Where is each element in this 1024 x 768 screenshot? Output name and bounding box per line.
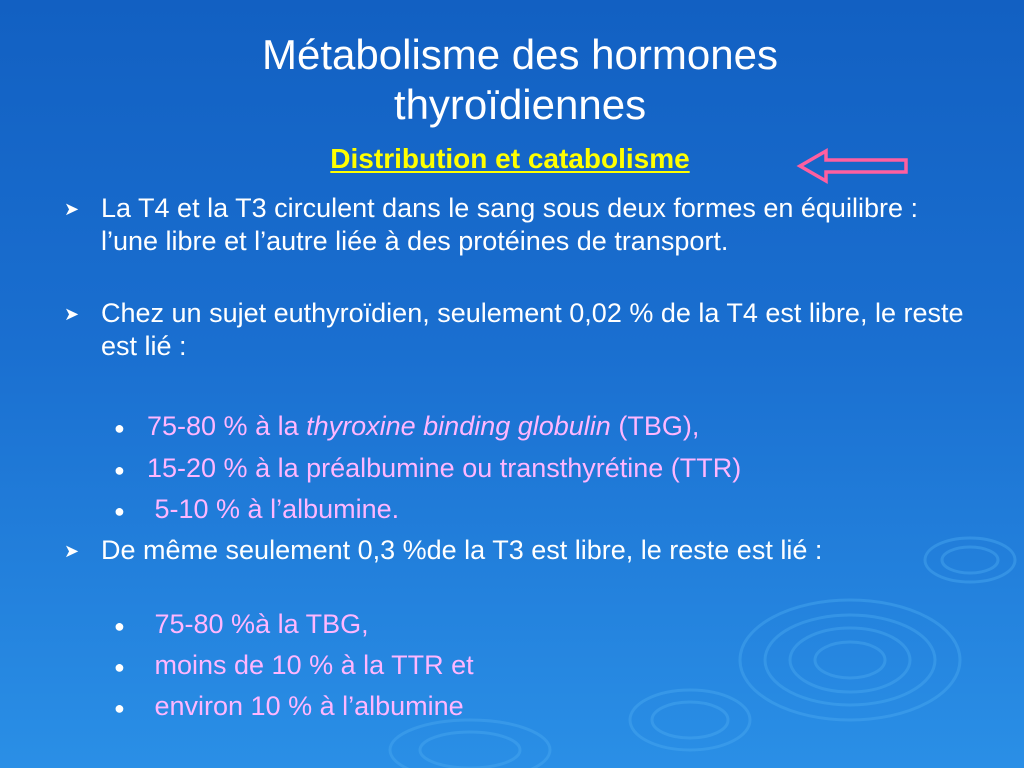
bullet-dot-icon: ● [114, 616, 125, 636]
sub-item-text: 75-80 % à la [147, 411, 307, 441]
sub-item: moins de 10 % à la TTR et [147, 650, 474, 680]
slide-title: Métabolisme des hormones thyroïdiennes [262, 31, 778, 128]
chevron-right-icon: ➤ [64, 304, 80, 324]
slide-subtitle: Distribution et catabolisme [330, 143, 690, 174]
chevron-right-icon: ➤ [64, 541, 80, 561]
bullet-dot-icon: ● [114, 460, 125, 480]
bullet-dot-icon: ● [114, 501, 125, 521]
sub-item: 5-10 % à l’albumine. [147, 494, 400, 524]
bullet-item: La T4 et la T3 circulent dans le sang sous deux formes en équilibre : l’une libre et l’autre liée à des protéines de transport. [101, 193, 918, 256]
sub-item-italic: thyroxine binding globulin [306, 411, 611, 441]
sub-item: 15-20 % à la préalbumine ou transthyrétine (TTR) [147, 453, 742, 483]
sub-item: 75-80 %à la TBG, [147, 609, 369, 639]
bullet-item: Chez un sujet euthyroïdien, seulement 0,02 % de la T4 est libre, le reste est lié : [101, 298, 964, 361]
sub-item: environ 10 % à l’albumine [147, 691, 464, 721]
bullet-dot-icon: ● [114, 698, 125, 718]
bullet-dot-icon: ● [114, 657, 125, 677]
chevron-right-icon: ➤ [64, 199, 80, 219]
bullet-item: De même seulement 0,3 %de la T3 est libre, le reste est lié : [101, 535, 823, 565]
bullet-dot-icon: ● [114, 418, 125, 438]
sub-item [147, 410, 699, 443]
sub-item-text: (TBG), [610, 411, 700, 441]
